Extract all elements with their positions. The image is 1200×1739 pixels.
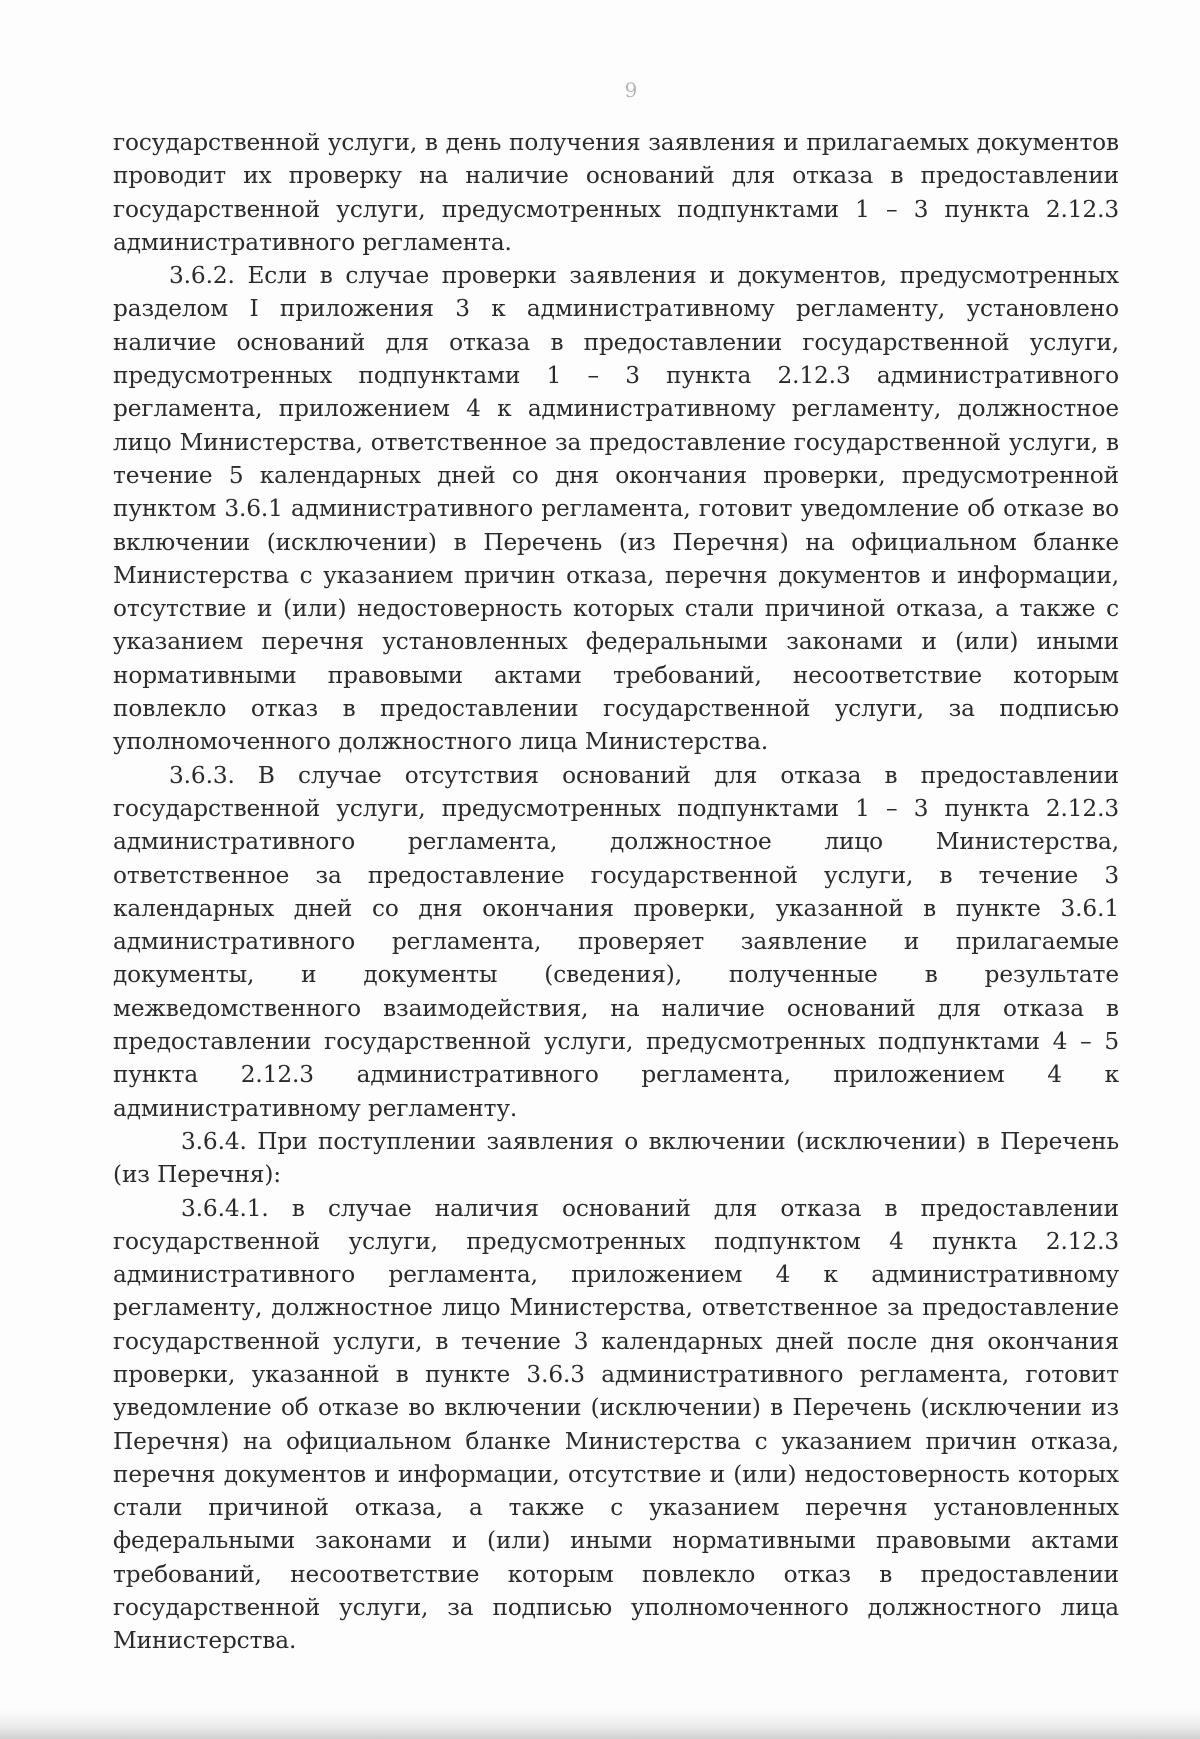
scan-bottom-edge [0,1709,1200,1739]
page-number: 9 [624,78,638,102]
paragraph-3-6-3: 3.6.3. В случае отсутствия оснований для отказа в предоставлении государственной услуги, предусмотренных подпунктами 1 – 3 пункта 2.12.3 административного регламента, должностное лицо Министерства, ответственное за предоставление государственной услуги, в течение 3 календарных дней со дня окончания проверки, указанной в пункте 3.6.1 административного регламента, проверяет заявление и прилагаемые документы, и документы (сведения), полученные в результате межведомственного взаимодействия, на наличие оснований для отказа в предоставлении государственной услуги, предусмотренных подпунктами 4 – 5 пункта 2.12.3 административного регламента, приложением 4 к административному регламенту. [113,761,1119,1122]
document-body [113,126,1119,1658]
paragraph-3-6-2: 3.6.2. Если в случае проверки заявления и документов, предусмотренных разделом I приложения 3 к административному регламенту, установлено наличие оснований для отказа в предоставлении государственной услуги, предусмотренных подпунктами 1 – 3 пункта 2.12.3 административного регламента, приложением 4 к административному регламенту, должностное лицо Министерства, ответственное за предоставление государственной услуги, в течение 5 календарных дней со дня окончания проверки, предусмотренной пунктом 3.6.1 административного регламента, готовит уведомление об отказе во включении (исключении) в Перечень (из Перечня) на официальном бланке Министерства с указанием причин отказа, перечня документов и информации, отсутствие и (или) недостоверность которых стали причиной отказа, а также с указанием перечня установленных федеральными законами и (или) иными нормативными правовыми актами требований, несоответствие которым повлекло отказ в предоставлении государственной услуги, за подписью уполномоченного должностного лица Министерства. [113,262,1119,756]
paragraph-3-6-4-1: 3.6.4.1. в случае наличия оснований для отказа в предоставлении государственной услуги, предусмотренных подпунктом 4 пункта 2.12.3 административного регламента, приложением 4 к административному регламенту, должностное лицо Министерства, ответственное за предоставление государственной услуги, в течение 3 календарных дней после дня окончания проверки, указанной в пункте 3.6.3 административного регламента, готовит уведомление об отказе во включении (исключении) в Перечень (исключении из Перечня) на официальном бланке Министерства с указанием причин отказа, перечня документов и информации, отсутствие и (или) недостоверность которых стали причиной отказа, а также с указанием перечня установленных федеральными законами и (или) иными нормативными правовыми актами требований, несоответствие которым повлекло отказ в предоставлении государственной услуги, за подписью уполномоченного должностного лица Министерства. [113,1194,1119,1655]
paragraph-continuation: государственной услуги, в день получения заявления и прилагаемых документов проводит их проверку на наличие оснований для отказа в предоставлении государственной услуги, предусмотренных подпунктами 1 – 3 пункта 2.12.3 административного регламента. [113,129,1119,256]
paragraph-3-6-4: 3.6.4. При поступлении заявления о включении (исключении) в Перечень (из Перечня): [113,1127,1119,1189]
